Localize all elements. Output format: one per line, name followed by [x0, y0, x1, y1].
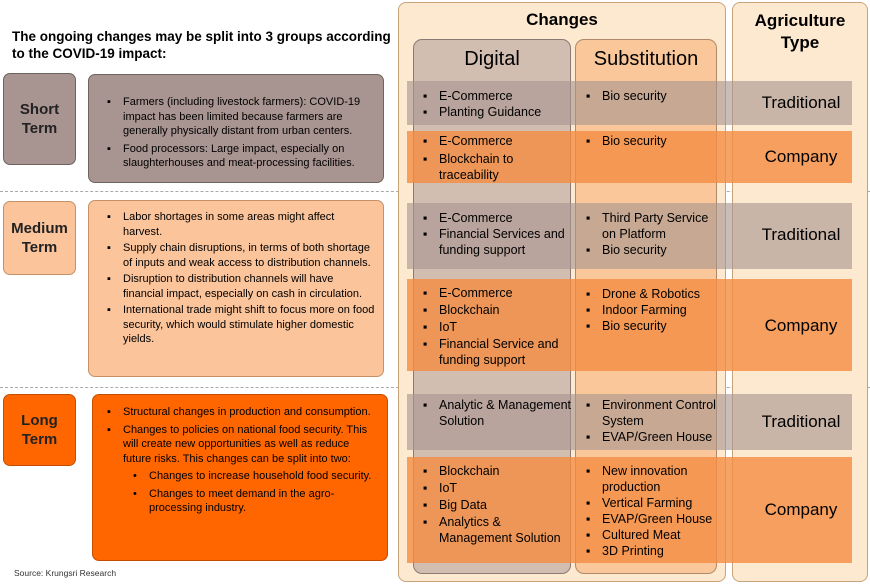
change-item: ▪ Bio security	[584, 242, 718, 258]
digital-list-long-company	[421, 463, 571, 546]
long-term-description	[92, 394, 388, 561]
change-item: ▪ Cultured Meat	[584, 527, 718, 543]
change-item: ▪ Analytics & Management Solution	[421, 514, 571, 546]
impact-point: ▪ Supply chain disruptions, in terms of both shortage of inputs and weak access to distribution channels.	[123, 241, 375, 270]
agriculture-type-header	[734, 10, 866, 54]
short-term-description	[88, 74, 384, 183]
change-item: ▪ Bio security	[584, 133, 718, 149]
change-item: ▪ Blockchain	[421, 463, 571, 479]
impact-subpoint: • Changes to increase household food security.	[149, 469, 375, 484]
agri-type-label: Company	[764, 500, 838, 519]
change-item: ▪ New innovation production	[584, 463, 718, 495]
change-item: ▪ Big Data	[421, 497, 571, 513]
change-item: ▪ Bio security	[584, 88, 718, 104]
agri-type-label: Company	[764, 316, 838, 335]
impact-point: ▪ Food processors: Large impact, especially on slaughterhouses and meat-processing facilities.	[123, 142, 373, 171]
change-item: ▪ Planting Guidance	[421, 104, 571, 120]
agriculture-type-header-line2: Type	[780, 33, 820, 52]
changes-header: Changes	[526, 10, 598, 29]
digital-list-short-traditional	[421, 88, 571, 120]
term-label-line: Short	[19, 101, 60, 118]
substitution-list-short-traditional	[584, 88, 718, 104]
digital-list-long-traditional	[421, 397, 571, 429]
term-label-line: Medium	[11, 220, 68, 237]
term-label-line: Term	[21, 431, 58, 448]
change-item: ▪ EVAP/Green House	[584, 429, 718, 445]
change-item: ▪ Vertical Farming	[584, 495, 718, 511]
agri-type-label: Traditional	[761, 93, 841, 112]
impact-point: ▪ Structural changes in production and consumption.	[123, 405, 375, 420]
change-item: ▪ Drone & Robotics	[584, 286, 718, 302]
term-label-line: Long	[21, 412, 58, 429]
impact-point: ▪ International trade might shift to focus more on food security, which would stimulate higher domestic yields.	[123, 303, 375, 347]
change-item: ▪ Blockchain to traceability	[421, 151, 571, 183]
term-label-line: Term	[21, 239, 58, 256]
impact-point: ▪ Farmers (including livestock farmers): COVID-19 impact has been limited because farmers are generally physically distant from urban centers.	[123, 95, 373, 139]
change-item: ▪ Financial Service and funding support	[421, 336, 571, 368]
substitution-list-medium-traditional	[584, 210, 718, 258]
long-term-label	[3, 394, 76, 466]
impact-subpoint: • Changes to meet demand in the agro-processing industry.	[149, 487, 375, 516]
change-item: ▪ Bio security	[584, 318, 718, 334]
digital-list-short-company	[421, 133, 571, 183]
impact-point: ▪ Disruption to distribution channels will have financial impact, especially on cash in circulation.	[123, 272, 375, 301]
change-item: ▪ Analytic & Management Solution	[421, 397, 571, 429]
substitution-list-long-traditional	[584, 397, 718, 445]
change-item: ▪ IoT	[421, 480, 571, 496]
term-label-line: Term	[21, 120, 58, 137]
change-item: ▪ IoT	[421, 319, 571, 335]
change-item: ▪ EVAP/Green House	[584, 511, 718, 527]
agri-type-label: Traditional	[761, 225, 841, 244]
impact-point: ▪ Changes to policies on national food security. This will create new opportunities as well as reduce future risks. This changes can be split into two:	[123, 423, 375, 467]
digital-list-medium-traditional	[421, 210, 571, 258]
intro-heading: The ongoing changes may be split into 3 groups according to the COVID-19 impact:	[12, 29, 391, 61]
change-item: ▪ 3D Printing	[584, 543, 718, 559]
agriculture-type-header-line1: Agriculture	[754, 11, 846, 30]
change-item: ▪ Third Party Service on Platform	[584, 210, 718, 242]
change-item: ▪ Environment Control System	[584, 397, 718, 429]
medium-term-description	[88, 200, 384, 377]
agri-type-label: Company	[764, 147, 838, 166]
medium-term-label	[3, 201, 76, 275]
change-item: ▪ E-Commerce	[421, 88, 571, 104]
change-item: ▪ E-Commerce	[421, 133, 571, 149]
change-item: ▪ Financial Services and funding support	[421, 226, 571, 258]
change-item: ▪ E-Commerce	[421, 210, 571, 226]
substitution-list-long-company	[584, 463, 718, 559]
substitution-header: Substitution	[593, 48, 699, 70]
source-note: Source: Krungsri Research	[14, 568, 117, 578]
substitution-list-short-company	[584, 133, 718, 149]
digital-list-medium-company	[421, 285, 571, 368]
impact-point: ▪ Labor shortages in some areas might affect harvest.	[123, 210, 375, 239]
short-term-label	[3, 73, 76, 165]
change-item: ▪ Blockchain	[421, 302, 571, 318]
substitution-list-medium-company	[584, 286, 718, 334]
digital-header: Digital	[464, 48, 520, 70]
agri-type-label: Traditional	[761, 412, 841, 431]
change-item: ▪ E-Commerce	[421, 285, 571, 301]
change-item: ▪ Indoor Farming	[584, 302, 718, 318]
